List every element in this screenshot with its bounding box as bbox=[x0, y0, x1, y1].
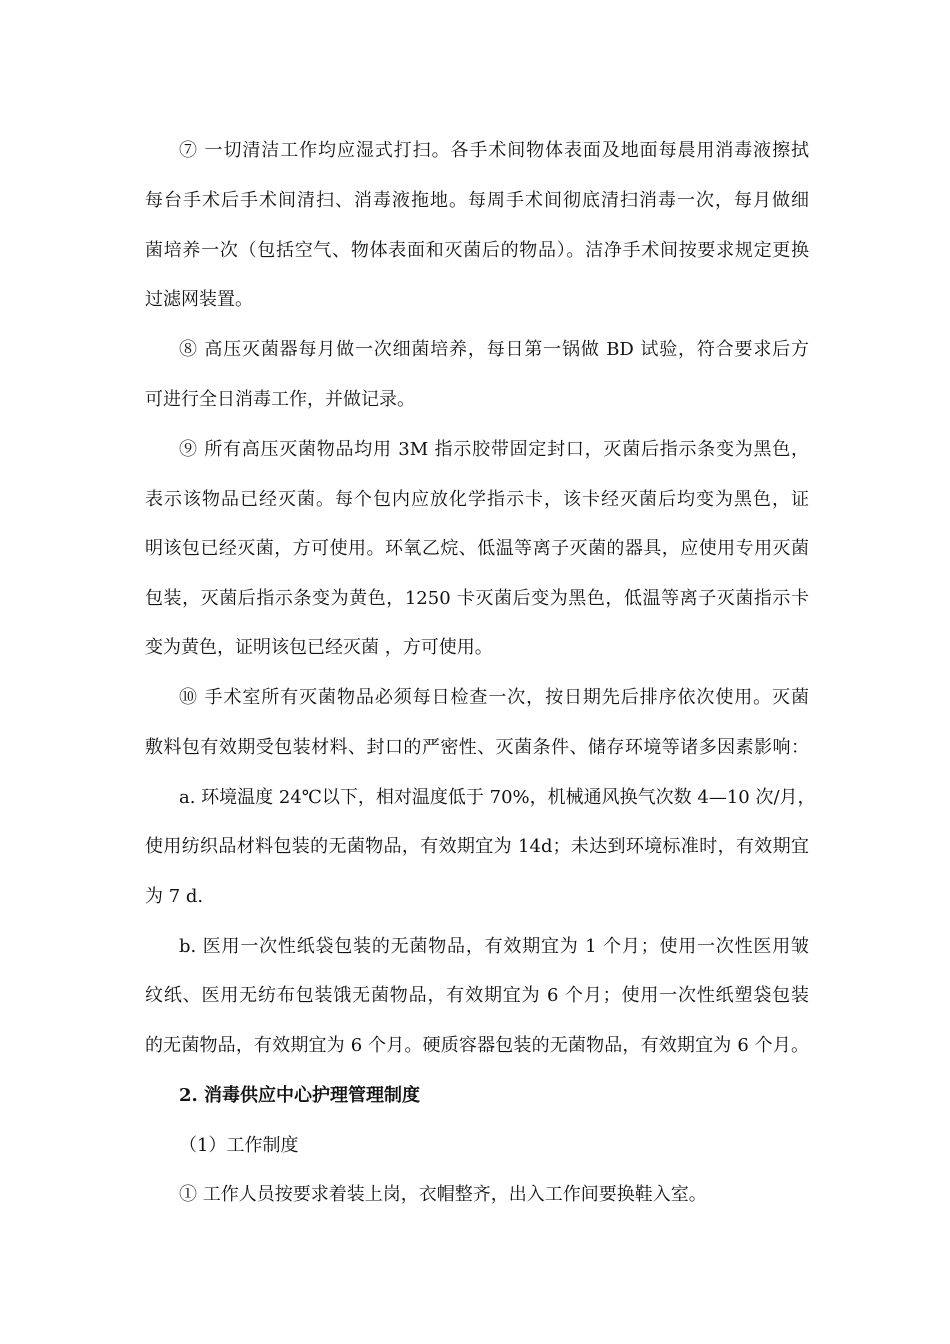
text-line: 纹纸、医用无纺布包装饿无菌物品，有效期宜为 6 个月；使用一次性纸塑袋包装 bbox=[145, 985, 809, 1006]
text-line: 明该包已经灭菌，方可使用。环氧乙烷、低温等离子灭菌的器具，应使用专用灭菌 bbox=[145, 538, 809, 559]
text-line: ⑦ 一切清洁工作均应湿式打扫。各手术间物体表面及地面每晨用消毒液擦拭 bbox=[179, 140, 809, 161]
subsection-heading: （1）工作制度 bbox=[179, 1135, 299, 1156]
text-line: ① 工作人员按要求着装上岗，衣帽整齐，出入工作间要换鞋入室。 bbox=[179, 1184, 707, 1205]
text-line: ⑩ 手术室所有灭菌物品必须每日检查一次，按日期先后排序依次使用。灭菌 bbox=[179, 687, 809, 708]
text-line: 每台手术后手术间清扫、消毒液拖地。每周手术间彻底清扫消毒一次，每月做细 bbox=[145, 190, 809, 211]
text-line: a. 环境温度 24℃以下，相对温度低于 70%，机械通风换气次数 4—10 次/月， bbox=[179, 787, 816, 808]
text-line: ⑨ 所有高压灭菌物品均用 3M 指示胶带固定封口，灭菌后指示条变为黑色， bbox=[179, 439, 809, 460]
section-heading: 2. 消毒供应中心护理管理制度 bbox=[179, 1085, 421, 1106]
text-line: ⑧ 高压灭菌器每月做一次细菌培养，每日第一锅做 BD 试验，符合要求后方 bbox=[179, 339, 809, 360]
text-line: 包装，灭菌后指示条变为黄色，1250 卡灭菌后变为黑色，低温等离子灭菌指示卡 bbox=[145, 588, 809, 609]
text-line: 为 7 d. bbox=[145, 886, 204, 907]
text-line: b. 医用一次性纸袋包装的无菌物品，有效期宜为 1 个月；使用一次性医用皱 bbox=[179, 936, 809, 957]
text-line: 使用纺织品材料包装的无菌物品，有效期宜为 14d；未达到环境标准时，有效期宜 bbox=[145, 836, 809, 857]
text-line: 可进行全日消毒工作，并做记录。 bbox=[145, 389, 415, 410]
text-line: 菌培养一次（包括空气、物体表面和灭菌后的物品）。洁净手术间按要求规定更换 bbox=[145, 240, 809, 261]
text-line: 表示该物品已经灭菌。每个包内应放化学指示卡，该卡经灭菌后均变为黑色，证 bbox=[145, 489, 809, 510]
text-line: 变为黄色，证明该包已经灭菌 ，方可使用。 bbox=[145, 637, 493, 658]
text-line: 敷料包有效期受包装材料、封口的严密性、灭菌条件、储存环境等诸多因素影响： bbox=[145, 737, 809, 758]
text-line: 过滤网装置。 bbox=[145, 289, 253, 310]
text-line: 的无菌物品，有效期宜为 6 个月。硬质容器包装的无菌物品，有效期宜为 6 个月。 bbox=[145, 1035, 809, 1056]
